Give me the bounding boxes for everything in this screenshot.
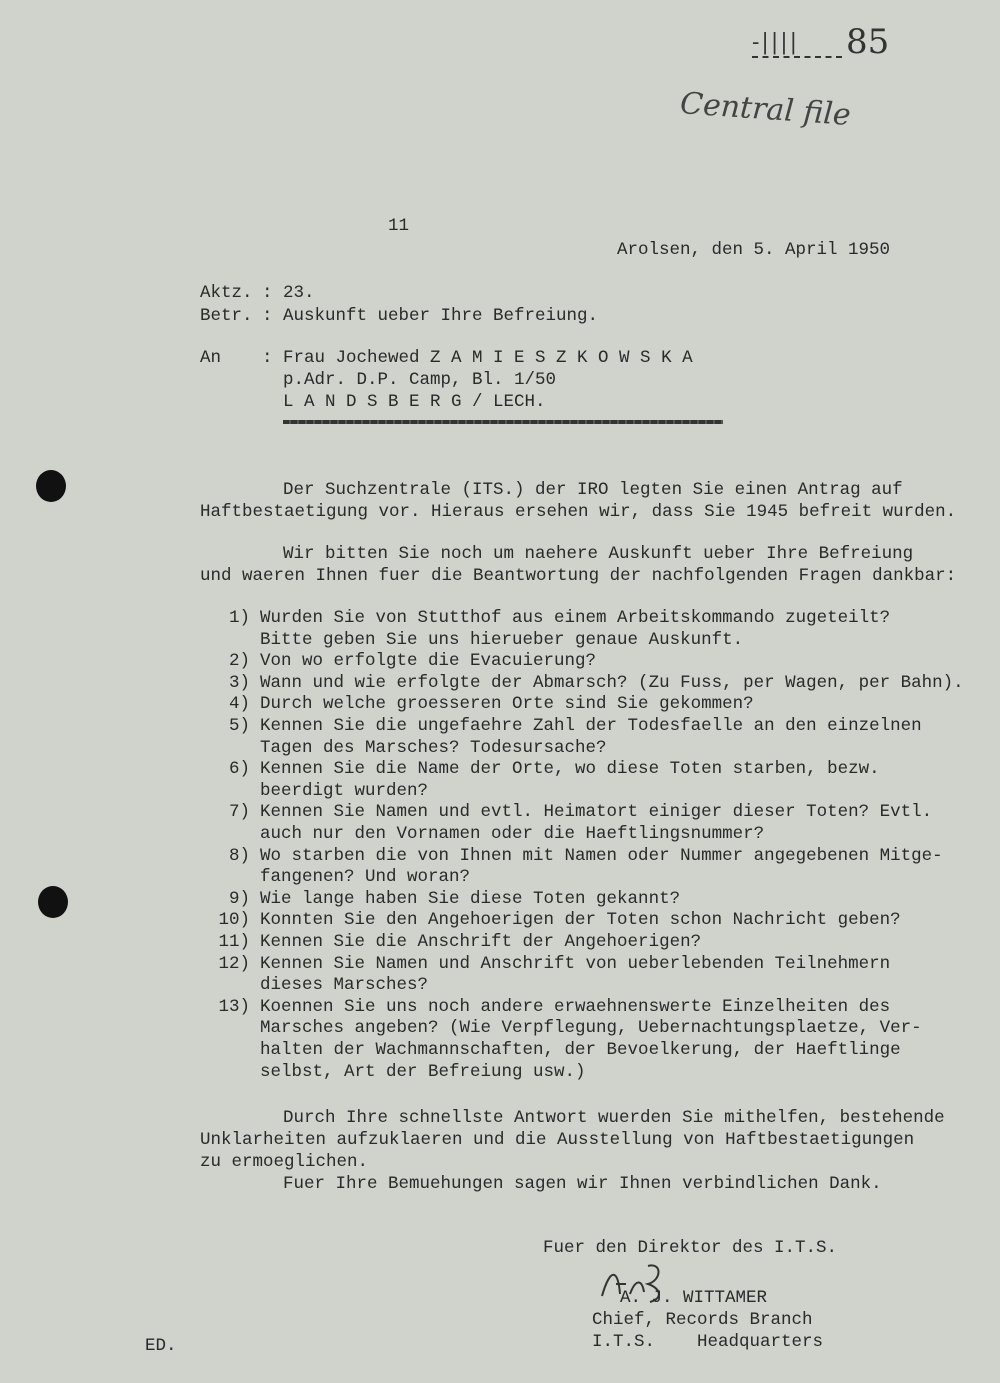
- handwritten-note: Central file: [678, 86, 852, 133]
- aktz-value: : 23.: [262, 283, 315, 303]
- question-number: 12): [218, 953, 250, 974]
- typist-initials: ED.: [145, 1336, 177, 1356]
- question-text-line: Kennen Sie die Anschrift der Angehoerigen?: [260, 932, 702, 952]
- betr-label: Betr.: [200, 306, 253, 326]
- question-text-line: Kennen Sie Namen und Anschrift von ueberlebenden Teilnehmern: [260, 953, 891, 974]
- page-number: 85: [846, 22, 890, 62]
- question-text-line: fangenen? Und woran?: [260, 867, 471, 888]
- question-text-line: Wo starben die von Ihnen mit Namen oder Nummer angegebenen Mitge-: [260, 845, 943, 866]
- address-underline: [283, 420, 723, 424]
- question-number: 7): [228, 802, 250, 823]
- signatory-org: I.T.S. Headquarters: [592, 1332, 824, 1352]
- closing-line-1: Durch Ihre schnellste Antwort wuerden Sie mithelfen, bestehende: [283, 1108, 945, 1128]
- address-line-2: p.Adr. D.P. Camp, Bl. 1/50: [283, 370, 557, 390]
- punch-hole-bottom: [38, 886, 68, 918]
- question-text-line: Marsches angeben? (Wie Verpflegung, Uebernachtungsplaetze, Ver-: [260, 1018, 922, 1039]
- question-text-line: Koennen Sie uns noch andere erwaehnenswerte Einzelheiten des: [260, 996, 891, 1017]
- paragraph-1-line-1: Der Suchzentrale (ITS.) der IRO legten Sie einen Antrag auf: [283, 480, 903, 500]
- question-text-line: Kennen Sie Namen und evtl. Heimatort einiger dieser Toten? Evtl.: [260, 802, 933, 823]
- question-text-line: Wann und wie erfolgte der Abmarsch? (Zu Fuss, per Wagen, per Bahn).: [260, 672, 964, 693]
- paragraph-2-line-1: Wir bitten Sie noch um naehere Auskunft ueber Ihre Befreiung: [283, 544, 914, 564]
- address-label: An: [200, 348, 222, 368]
- question-text-line: dieses Marsches?: [260, 975, 429, 996]
- question-text-line: Tagen des Marsches? Todesursache?: [260, 737, 607, 758]
- question-number: 1): [228, 608, 250, 628]
- question-text-line: Kennen Sie die Name der Orte, wo diese Toten starben, bezw.: [260, 759, 880, 780]
- stamp-marks: -||||: [752, 30, 800, 55]
- question-number: 3): [228, 672, 250, 693]
- question-number: 13): [218, 996, 250, 1017]
- question-text-line: Wurden Sie von Stutthof aus einem Arbeitskommando zugeteilt?: [260, 608, 891, 628]
- signature-for-line: Fuer den Direktor des I.T.S.: [543, 1238, 838, 1258]
- place-date: Arolsen, den 5. April 1950: [617, 240, 891, 260]
- question-text-line: halten der Wachmannschaften, der Bevoelkerung, der Haeftlinge: [260, 1040, 901, 1060]
- betr-value: : Auskunft ueber Ihre Befreiung.: [262, 306, 599, 326]
- address-line-3: L A N D S B E R G / LECH.: [283, 392, 546, 412]
- question-number: 5): [228, 716, 250, 736]
- question-text-line: Wie lange haben Sie diese Toten gekannt?: [260, 888, 681, 909]
- reference-number: 11: [388, 216, 410, 236]
- question-number: 2): [228, 651, 250, 672]
- paragraph-1-line-2: Haftbestaetigung vor. Hieraus ersehen wir, dass Sie 1945 befreit wurden.: [200, 502, 957, 522]
- question-text-line: selbst, Art der Befreiung usw.): [260, 1061, 586, 1082]
- signatory-title: Chief, Records Branch: [592, 1310, 813, 1330]
- question-text-line: Von wo erfolgte die Evacuierung?: [260, 651, 597, 672]
- question-number: 6): [228, 759, 250, 780]
- question-number: 10): [218, 910, 250, 931]
- paragraph-2-line-2: und waeren Ihnen fuer die Beantwortung der nachfolgenden Fragen dankbar:: [200, 566, 957, 586]
- question-text-line: Konnten Sie den Angehoerigen der Toten schon Nachricht geben?: [260, 910, 901, 931]
- question-number: 11): [218, 932, 250, 952]
- question-text-line: auch nur den Vornamen oder die Haeftlingsnummer?: [260, 824, 765, 844]
- closing-line-4: Fuer Ihre Bemuehungen sagen wir Ihnen verbindlichen Dank.: [283, 1174, 882, 1194]
- question-text-line: Durch welche groesseren Orte sind Sie gekommen?: [260, 694, 754, 715]
- aktz-label: Aktz.: [200, 283, 253, 303]
- signatory-name: A. J. WITTAMER: [620, 1288, 768, 1308]
- question-text-line: Bitte geben Sie uns hierueber genaue Auskunft.: [260, 629, 744, 650]
- punch-hole-top: [36, 470, 66, 502]
- question-number: 4): [228, 694, 250, 715]
- address-line-1: : Frau Jochewed Z A M I E S Z K O W S K A: [262, 348, 693, 368]
- closing-line-2: Unklarheiten aufzuklaeren und die Ausstellung von Haftbestaetigungen: [200, 1130, 915, 1150]
- question-number: 8): [228, 845, 250, 866]
- closing-line-3: zu ermoeglichen.: [200, 1152, 369, 1172]
- question-number: 9): [228, 888, 250, 909]
- question-text-line: beerdigt wurden?: [260, 780, 429, 801]
- question-text-line: Kennen Sie die ungefaehre Zahl der Todesfaelle an den einzelnen: [260, 716, 922, 736]
